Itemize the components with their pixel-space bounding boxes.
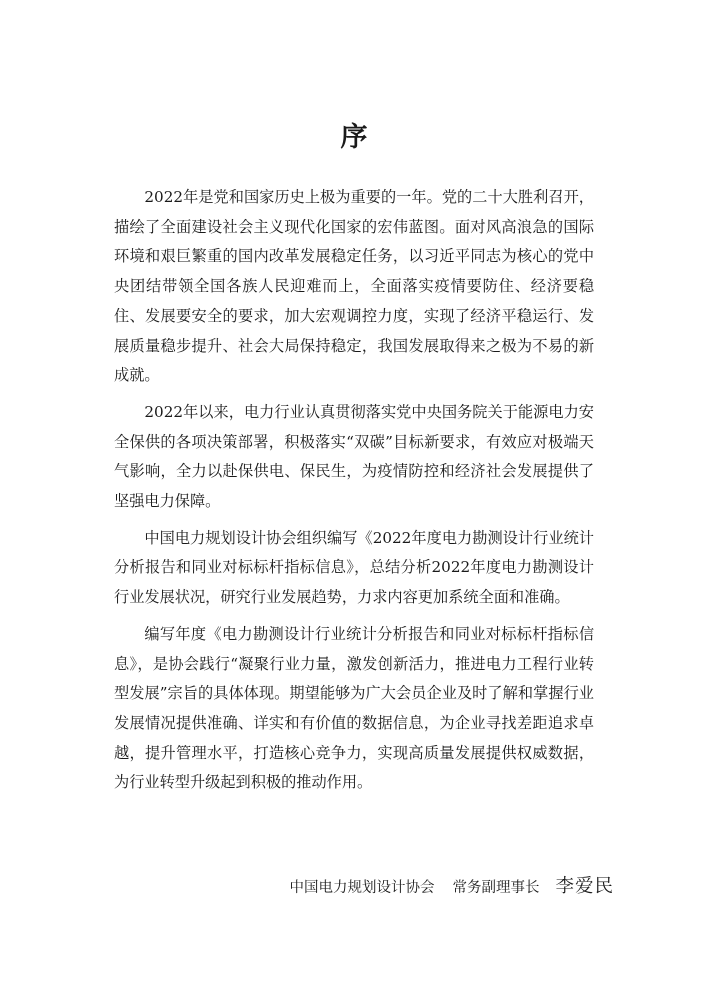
signature-position: 常务副理事长	[452, 880, 540, 896]
paragraph-1: 2022年是党和国家历史上极为重要的一年。党的二十大胜利召开，描绘了全面建设社会主义现代化国家的宏伟蓝图。面对风高浪急的国际环境和艰巨繁重的国内改革发展稳定任务，以习近平同志为核心的党中央团结带领全国各族人民迎难而上，全面落实疫情要防住、经济要稳住、发展要安全的要求，加大宏观调控力度，实现了经济平稳运行、发展质量稳步提升、社会大局保持稳定，我国发展取得来之极为不易的新成就。	[114, 188, 594, 385]
page-title: 序	[340, 122, 370, 153]
paragraph-3: 中国电力规划设计协会组织编写《2022年度电力勘测设计行业统计分析报告和同业对标标杆指标信息》，总结分析2022年度电力勘测设计行业发展状况，研究行业发展趋势，力求内容更加系统全面和准确。	[114, 528, 594, 607]
paragraph-2: 2022年以来，电力行业认真贯彻落实党中央国务院关于能源电力安全保供的各项决策部署，积极落实“双碳”目标新要求，有效应对极端天气影响，全力以赴保供电、保民生，为疫情防控和经济社会发展提供了坚强电力保障。	[114, 402, 594, 511]
paragraph-4: 编写年度《电力勘测设计行业统计分析报告和同业对标标杆指标信息》，是协会践行“凝聚行业力量，激发创新活力，推进电力工程行业转型发展”宗旨的具体体现。期望能够为广大会员企业及时了解和掌握行业发展情况提供准确、详实和有价值的数据信息，为企业寻找差距追求卓越，提升管理水平，打造核心竞争力，实现高质量发展提供权威数据，为行业转型升级起到积极的推动作用。	[114, 624, 594, 792]
signature-block	[289, 872, 614, 898]
preface-body	[114, 183, 594, 805]
signature-name: 李爱民	[555, 876, 614, 897]
signature-organization: 中国电力规划设计协会	[289, 880, 435, 896]
